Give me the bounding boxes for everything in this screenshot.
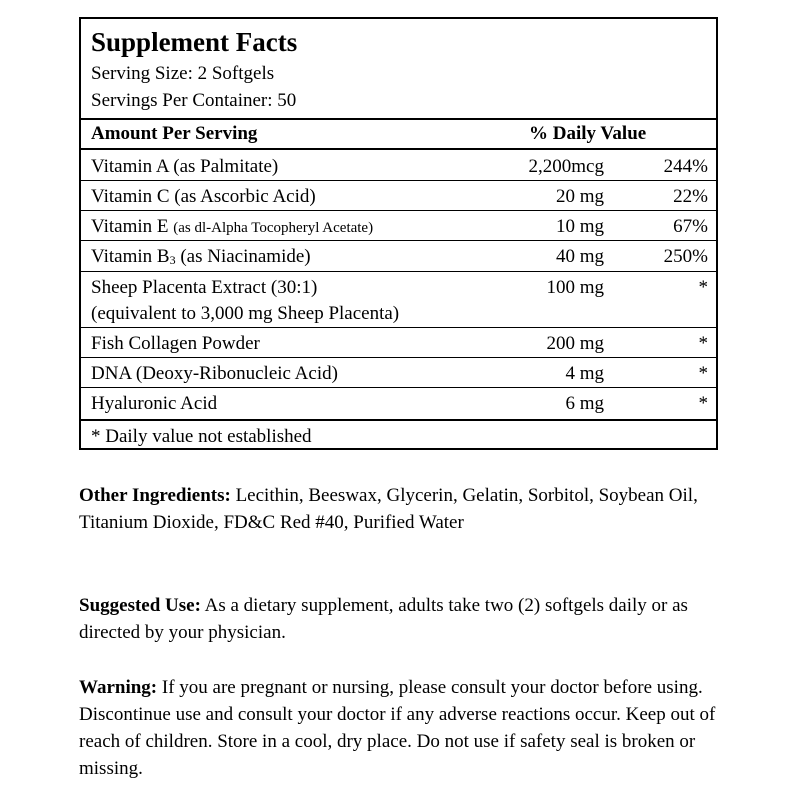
row-divider <box>81 240 716 241</box>
row-divider <box>81 327 716 328</box>
row-amount-vitamin-b3: 40 mg <box>555 246 604 267</box>
row-dv-fish-collagen: * <box>698 333 708 354</box>
row-dv-vitamin-e: 67% <box>673 216 708 237</box>
warning-label: Warning: <box>79 677 158 698</box>
facts-title: Supplement Facts <box>91 27 298 57</box>
divider-thick <box>81 148 716 150</box>
row-name-suffix: (as Niacinamide) <box>175 246 311 267</box>
row-divider <box>81 271 716 272</box>
row-amount-vitamin-c: 20 mg <box>555 186 604 207</box>
divider-thick <box>81 118 716 120</box>
serving-size: Serving Size: 2 Softgels <box>91 63 275 84</box>
row-divider <box>81 180 716 181</box>
other-ingredients <box>79 482 739 536</box>
row-amount-dna: 4 mg <box>565 363 604 384</box>
warning <box>79 674 739 782</box>
row-name-prefix: Vitamin B <box>91 246 170 267</box>
row-amount-vitamin-e: 10 mg <box>555 216 604 237</box>
footnote: * Daily value not established <box>91 426 312 447</box>
row-divider <box>81 210 716 211</box>
row-dv-vitamin-c: 22% <box>673 186 708 207</box>
row-name-subscript: 3 <box>169 253 176 267</box>
row-dv-vitamin-b3: 250% <box>663 246 708 267</box>
row-name-dna: DNA (Deoxy-Ribonucleic Acid) <box>91 363 338 384</box>
row-dv-vitamin-a: 244% <box>663 156 708 177</box>
row-name-vitamin-b3 <box>91 247 311 266</box>
row-divider <box>81 357 716 358</box>
row-name-fish-collagen: Fish Collagen Powder <box>91 333 260 354</box>
warning-text: If you are pregnant or nursing, please consult your doctor before using. Discontinue use and consult your doctor if any adverse reactions occur. Keep out of reach of children. Store in a cool, dry place. Do not use if safety seal is broken or missing. <box>79 677 716 779</box>
row-name-sheep-placenta-equivalent: (equivalent to 3,000 mg Sheep Placenta) <box>91 303 400 324</box>
row-name-detail: (as dl-Alpha Tocopheryl Acetate) <box>173 220 374 236</box>
row-name-prefix: Vitamin E <box>91 216 174 237</box>
row-name-sheep-placenta: Sheep Placenta Extract (30:1) <box>91 277 318 298</box>
suggested-use-text: As a dietary supplement, adults take two (2) softgels daily or as directed by your physician. <box>79 595 688 643</box>
divider-thick <box>81 419 716 421</box>
suggested-use <box>79 592 739 646</box>
row-dv-hyaluronic-acid: * <box>698 393 708 414</box>
row-amount-hyaluronic-acid: 6 mg <box>565 393 604 414</box>
row-dv-dna: * <box>698 363 708 384</box>
row-dv-sheep-placenta: * <box>698 277 708 298</box>
supplement-facts-panel <box>79 17 718 450</box>
row-name-vitamin-c: Vitamin C (as Ascorbic Acid) <box>91 186 316 207</box>
row-name-vitamin-a: Vitamin A (as Palmitate) <box>91 156 279 177</box>
row-amount-vitamin-a: 2,200mcg <box>528 156 604 177</box>
header-daily-value: % Daily Value <box>529 123 647 144</box>
row-amount-sheep-placenta: 100 mg <box>546 277 604 298</box>
suggested-use-label: Suggested Use: <box>79 595 201 616</box>
row-divider <box>81 387 716 388</box>
servings-per-container: Servings Per Container: 50 <box>91 90 297 111</box>
other-ingredients-label: Other Ingredients: <box>79 485 231 506</box>
header-amount-per-serving: Amount Per Serving <box>91 123 258 144</box>
row-name-vitamin-e <box>91 217 373 236</box>
row-amount-fish-collagen: 200 mg <box>546 333 604 354</box>
row-name-hyaluronic-acid: Hyaluronic Acid <box>91 393 218 414</box>
other-ingredients-text: Lecithin, Beeswax, Glycerin, Gelatin, Sorbitol, Soybean Oil, Titanium Dioxide, FD&C Red #40, Purified Water <box>79 485 698 533</box>
